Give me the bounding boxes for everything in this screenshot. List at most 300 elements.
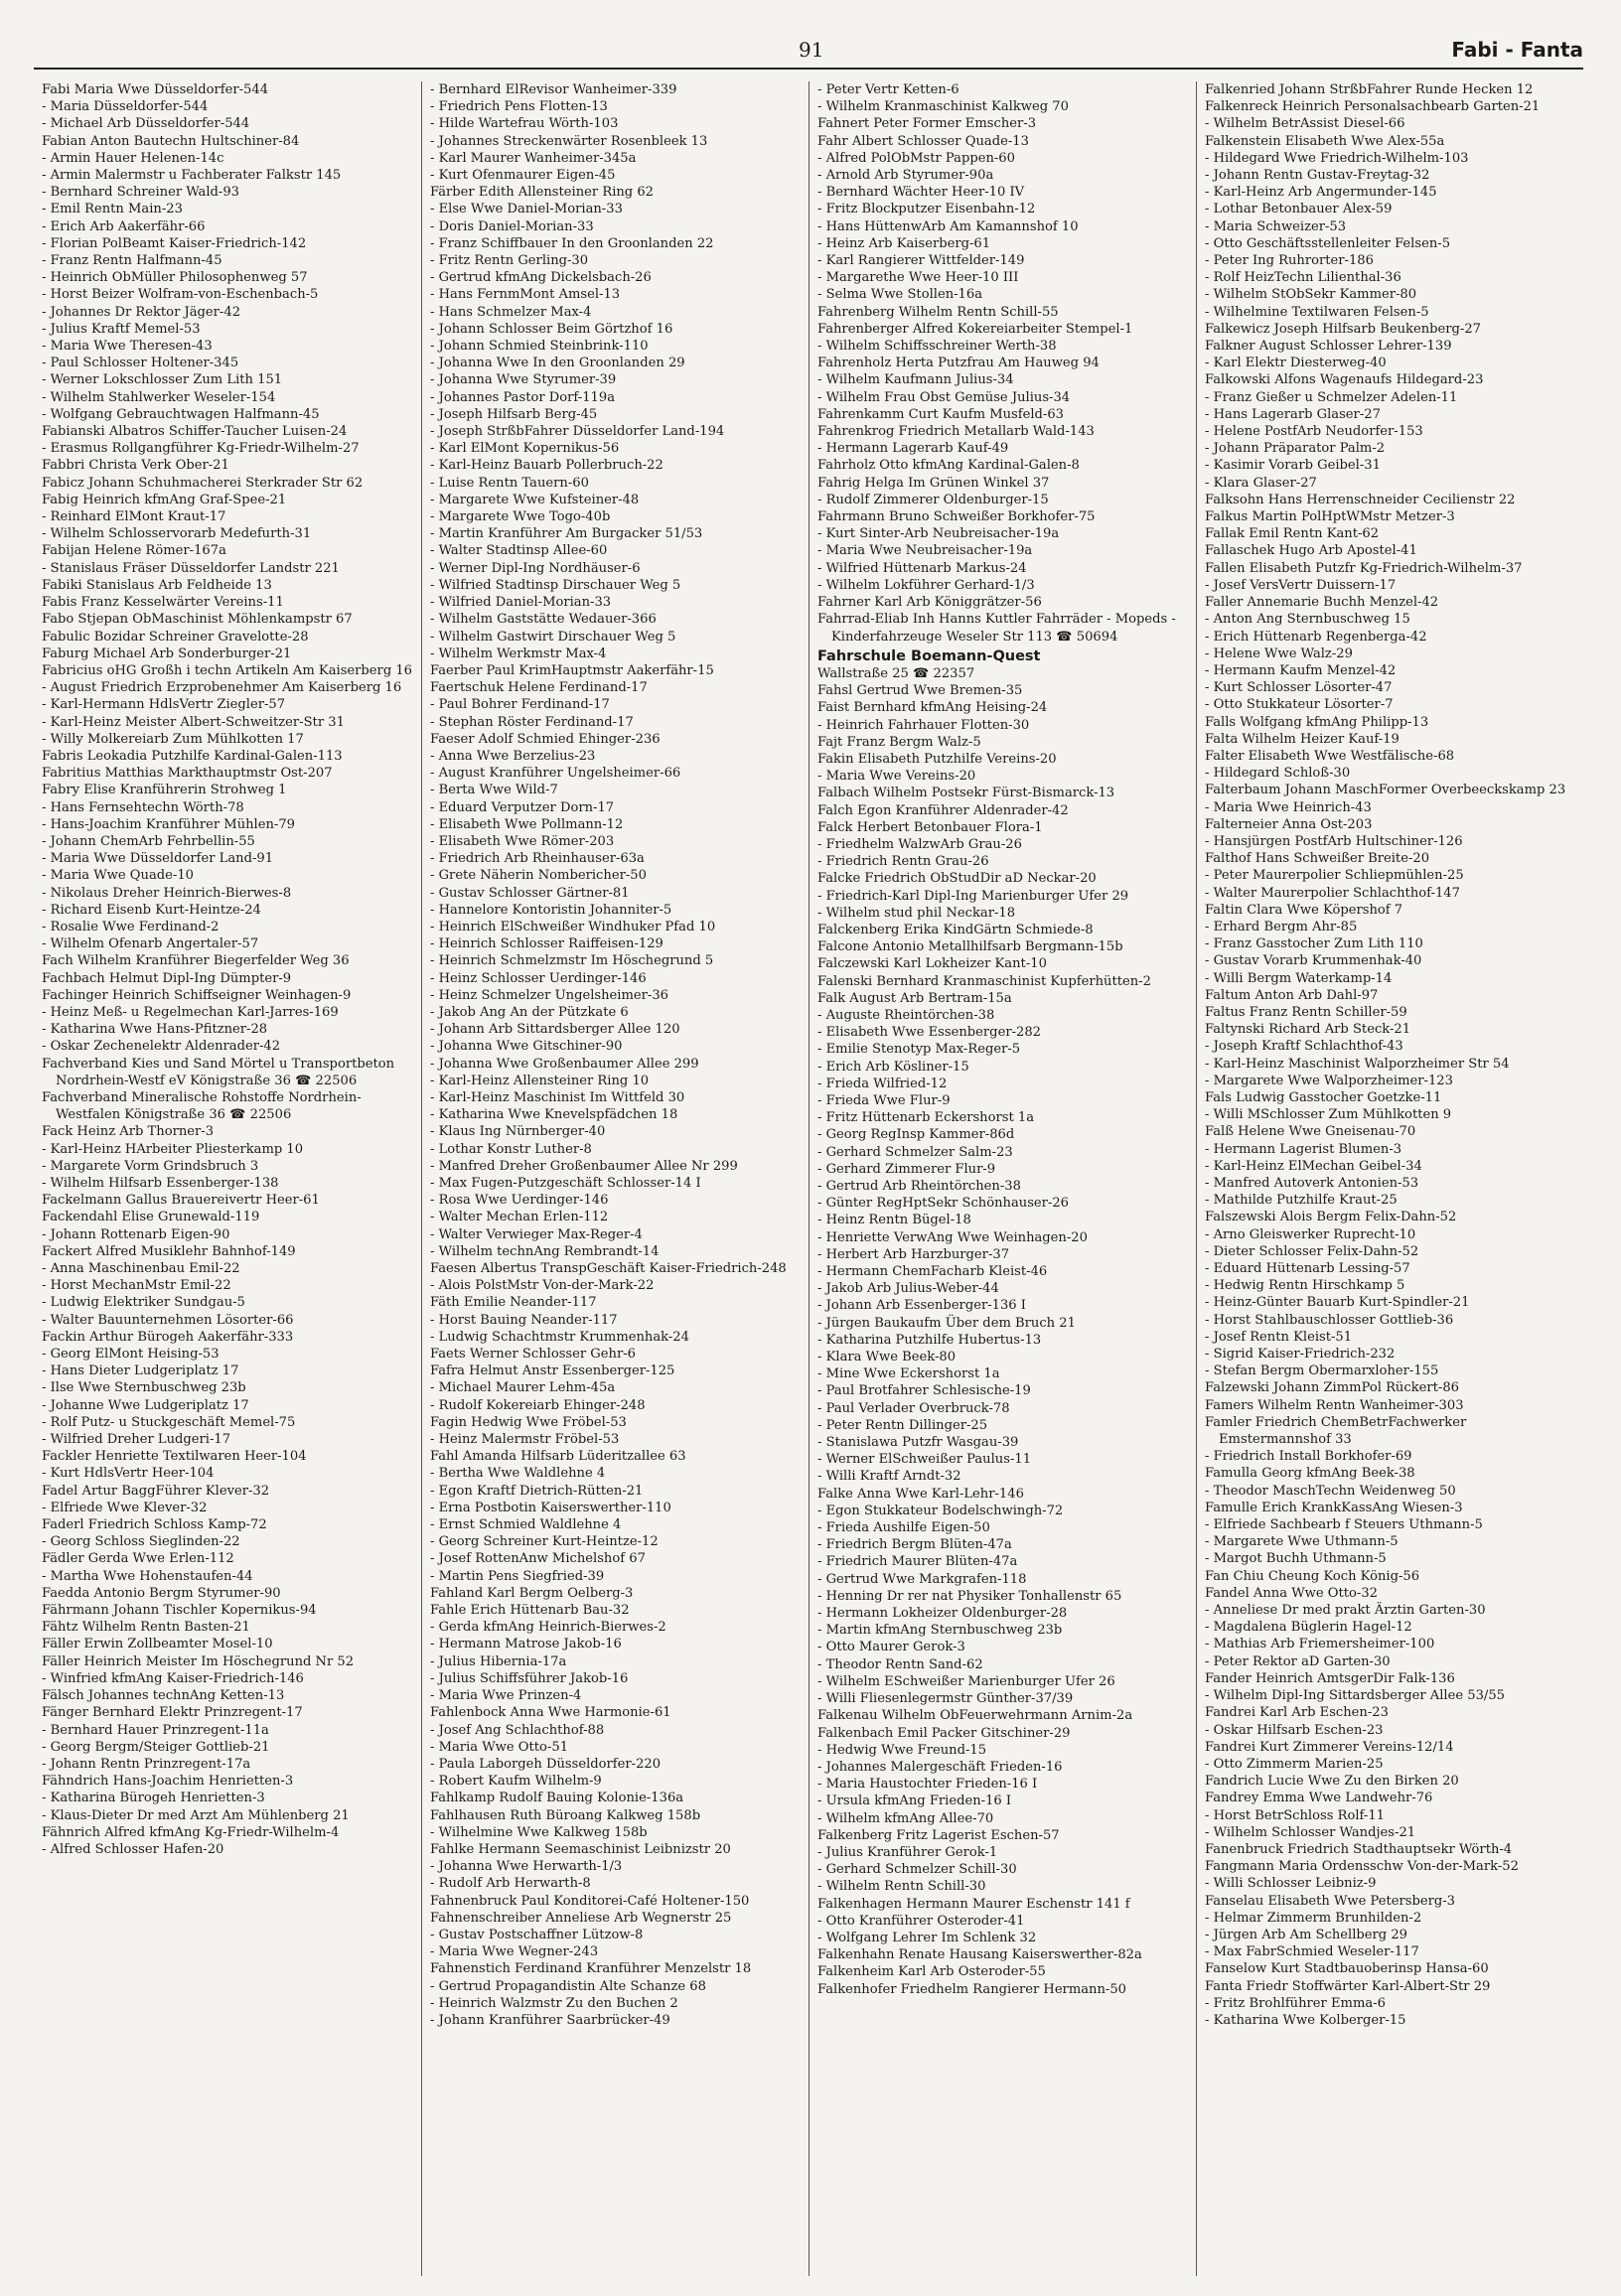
- directory-entry: Faller Annemarie Buchh Menzel-42: [1205, 595, 1439, 611]
- directory-entry: Fabijan Helene Römer-167a: [42, 543, 226, 559]
- directory-entry: - Luise Rentn Tauern-60: [430, 475, 801, 492]
- directory-entry: - Mathilde Putzhilfe Kraut-25: [1205, 1192, 1575, 1209]
- directory-entry: - Otto Stukkateur Lösorter-7: [1205, 696, 1575, 713]
- directory-entry: - Friedrich Pens Flotten-13: [430, 98, 801, 115]
- directory-entry: - Margarethe Wwe Heer-10 III: [817, 269, 1188, 286]
- directory-entry: - Johann Rentn Gustav-Freytag-32: [1205, 167, 1575, 184]
- directory-entry: - Karl Elektr Diesterweg-40: [1205, 355, 1575, 371]
- directory-entry: Fabry Elise Kranführerin Strohweg 1: [42, 783, 287, 798]
- directory-entry: - Julius Schiffsführer Jakob-16: [430, 1670, 801, 1687]
- directory-entry: - Margarete Wwe Walporzheimer-123: [1205, 1073, 1575, 1089]
- directory-entry: - Karl-Heinz Arb Angermunder-145: [1205, 184, 1575, 201]
- directory-entry: - Horst BetrSchloss Rolf-11: [1205, 1807, 1575, 1824]
- directory-entry: Fabianski Albatros Schiffer-Taucher Luisen-24: [42, 424, 348, 440]
- directory-entry: Famler Friedrich ChemBetrFachwerker Emstermannshof 33: [1205, 1414, 1467, 1448]
- directory-entry: - Wilhelmine Textilwaren Felsen-5: [1205, 304, 1575, 321]
- directory-entry: - Heinz Rentn Bügel-18: [817, 1212, 1188, 1228]
- directory-entry: - Alois PolstMstr Von-der-Mark-22: [430, 1277, 801, 1294]
- directory-entry: - Heinrich Schlosser Raiffeisen-129: [430, 935, 801, 952]
- directory-entry: Fälsch Johannes technAng Ketten-13: [42, 1688, 285, 1704]
- directory-entry: Fachinger Heinrich Schiffseigner Weinhagen-9: [42, 987, 352, 1003]
- directory-entry: Fahrenkrog Friedrich Metallarb Wald-143: [817, 424, 1095, 440]
- directory-entry: - Winfried kfmAng Kaiser-Friedrich-146: [42, 1670, 413, 1687]
- directory-entry: Faburg Michael Arb Sonderburger-21: [42, 646, 292, 661]
- directory-entry: Fandel Anna Wwe Otto-32: [1205, 1585, 1379, 1601]
- directory-entry: - Kurt Schlosser Lösorter-47: [1205, 679, 1575, 696]
- directory-entry: Falkenreck Heinrich Personalsachbearb Garten-21: [1205, 99, 1541, 115]
- directory-entry: - Gertrud Propagandistin Alte Schanze 68: [430, 1978, 801, 1995]
- directory-entry: Faets Werner Schlosser Gehr-6: [430, 1347, 636, 1363]
- directory-entry: - Günter RegHptSekr Schönhauser-26: [817, 1195, 1188, 1212]
- directory-entry: - Karl-Heinz Allensteiner Ring 10: [430, 1073, 801, 1089]
- directory-entry: - Ilse Wwe Sternbuschweg 23b: [42, 1379, 413, 1396]
- directory-entry: Falksohn Hans Herrenschneider Cecilienstr 22: [1205, 492, 1516, 507]
- directory-entry: - Stanislawa Putzfr Wasgau-39: [817, 1434, 1188, 1451]
- directory-entry: Fädler Gerda Wwe Erlen-112: [42, 1551, 234, 1567]
- directory-entry: Fajt Franz Bergm Walz-5: [817, 734, 981, 750]
- directory-entry: - Otto Maurer Gerok-3: [817, 1639, 1188, 1655]
- directory-entry: - August Kranführer Ungelsheimer-66: [430, 765, 801, 782]
- directory-entry: - Georg Schreiner Kurt-Heintze-12: [430, 1533, 801, 1550]
- directory-entry: Fangmann Maria Ordensschw Von-der-Mark-52: [1205, 1859, 1519, 1875]
- directory-entry: - Friedrich Bergm Blüten-47a: [817, 1536, 1188, 1553]
- directory-entry: - Anna Wwe Berzelius-23: [430, 748, 801, 765]
- directory-entry: - Heinrich ObMüller Philosophenweg 57: [42, 269, 413, 286]
- directory-entry: - Paul Brotfahrer Schlesische-19: [817, 1382, 1188, 1399]
- directory-entry: - Klara Wwe Beek-80: [817, 1349, 1188, 1365]
- directory-entry: - Wilhelm technAng Rembrandt-14: [430, 1243, 801, 1260]
- directory-entry: - Josef RottenAnw Michelshof 67: [430, 1550, 801, 1567]
- directory-entry: - Friedrich Maurer Blüten-47a: [817, 1553, 1188, 1570]
- directory-entry: Falcone Antonio Metallhilfsarb Bergmann-15b: [817, 939, 1123, 955]
- directory-entry: - Magdalena Büglerin Hagel-12: [1205, 1619, 1575, 1636]
- directory-entry: - Friedrich Arb Rheinhauser-63a: [430, 850, 801, 867]
- directory-entry: Falkewicz Joseph Hilfsarb Beukenberg-27: [1205, 321, 1481, 337]
- directory-entry: - Georg Bergm/Steiger Gottlieb-21: [42, 1739, 413, 1756]
- directory-entry: - Hermann Lagerist Blumen-3: [1205, 1141, 1575, 1158]
- directory-entry: - Hans Dieter Ludgeriplatz 17: [42, 1363, 413, 1379]
- directory-entry: Fahrmann Bruno Schweißer Borkhofer-75: [817, 509, 1096, 525]
- directory-entry: Fabian Anton Bautechn Hultschiner-84: [42, 133, 300, 149]
- directory-entry: - Manfred Autoverk Antonien-53: [1205, 1175, 1575, 1192]
- directory-entry: - Wilhelm StObSekr Kammer-80: [1205, 286, 1575, 303]
- directory-entry: - Johann Arb Sittardsberger Allee 120: [430, 1021, 801, 1038]
- directory-entry: Fabis Franz Kesselwärter Vereins-11: [42, 595, 284, 611]
- directory-entry: - Heinz Meß- u Regelmechan Karl-Jarres-169: [42, 1004, 413, 1021]
- directory-entry: - Bernhard Schreiner Wald-93: [42, 184, 413, 201]
- directory-entry: - Erna Postbotin Kaiserswerther-110: [430, 1500, 801, 1516]
- directory-entry: Fallen Elisabeth Putzfr Kg-Friedrich-Wilhelm-37: [1205, 560, 1523, 576]
- directory-entry: - Hedwig Wwe Freund-15: [817, 1742, 1188, 1759]
- directory-entry: Fabulic Bozidar Schreiner Gravelotte-28: [42, 629, 309, 645]
- directory-entry: - Maria Düsseldorfer-544: [42, 98, 413, 115]
- advertisement-heading: Fahrschule Boemann-Quest: [817, 647, 1041, 664]
- directory-entry: Fabiki Stanislaus Arb Feldheide 13: [42, 577, 272, 593]
- directory-entry: - Egon Stukkateur Bodelschwingh-72: [817, 1503, 1188, 1519]
- directory-entry: Faedda Antonio Bergm Styrumer-90: [42, 1585, 281, 1601]
- directory-entry: Falckenberg Erika KindGärtn Schmiede-8: [817, 922, 1094, 937]
- directory-entry: - Hildegard Wwe Friedrich-Wilhelm-103: [1205, 150, 1575, 167]
- directory-entry: - Franz Rentn Halfmann-45: [42, 252, 413, 269]
- directory-entry: Falterneier Anna Ost-203: [1205, 816, 1373, 832]
- directory-entry: - Erasmus Rollgangführer Kg-Friedr-Wilhelm-27: [42, 440, 413, 457]
- directory-entry: Falenski Bernhard Kranmaschinist Kupferhütten-2: [817, 973, 1151, 989]
- directory-entry: - Wilhelm Schiffsschreiner Werth-38: [817, 338, 1188, 355]
- directory-entry: - Franz Gasstocher Zum Lith 110: [1205, 935, 1575, 952]
- directory-entry: Falkenbach Emil Packer Gitschiner-29: [817, 1725, 1071, 1741]
- directory-entry: - Peter Rentn Dillinger-25: [817, 1417, 1188, 1434]
- directory-entry: - Werner Lokschlosser Zum Lith 151: [42, 371, 413, 388]
- directory-entry: - Maria Wwe Wegner-243: [430, 1943, 801, 1960]
- directory-entry: - Elisabeth Wwe Römer-203: [430, 833, 801, 850]
- directory-entry: - Otto Geschäftsstellenleiter Felsen-5: [1205, 235, 1575, 252]
- directory-entry: - Anna Maschinenbau Emil-22: [42, 1260, 413, 1277]
- directory-entry: Fährmann Johann Tischler Kopernikus-94: [42, 1603, 317, 1619]
- directory-entry: - Lothar Betonbauer Alex-59: [1205, 201, 1575, 217]
- directory-entry: - Willi MSchlosser Zum Mühlkotten 9: [1205, 1106, 1575, 1123]
- directory-entry: Fabicz Johann Schuhmacherei Sterkrader Str 62: [42, 475, 364, 491]
- directory-entry: - Maria Schweizer-53: [1205, 218, 1575, 235]
- directory-entry: Falterbaum Johann MaschFormer Overbeeckskamp 23: [1205, 783, 1566, 798]
- directory-entry: - Walter Maurerpolier Schlachthof-147: [1205, 885, 1575, 902]
- directory-entry: Fachverband Mineralische Rohstoffe Nordrhein-Westfalen Königstraße 36 ☎ 22506: [42, 1089, 362, 1123]
- directory-entry: - Karl-Heinz ElMechan Geibel-34: [1205, 1158, 1575, 1175]
- directory-entry: - Friedrich Rentn Grau-26: [817, 853, 1188, 870]
- directory-entry: Fahsl Gertrud Wwe Bremen-35: [817, 683, 1023, 699]
- directory-entry: - Reinhard ElMont Kraut-17: [42, 508, 413, 525]
- directory-entry: - Rolf HeizTechn Lilienthal-36: [1205, 269, 1575, 286]
- directory-entry: Fanselow Kurt Stadtbauoberinsp Hansa-60: [1205, 1961, 1489, 1977]
- directory-entry: - Jürgen Baukaufm Über dem Bruch 21: [817, 1315, 1188, 1332]
- directory-entry: Fähtz Wilhelm Rentn Basten-21: [42, 1620, 250, 1636]
- directory-entry: - Willi Kraftf Arndt-32: [817, 1468, 1188, 1485]
- directory-entry: Fandrei Kurt Zimmerer Vereins-12/14: [1205, 1739, 1454, 1755]
- directory-entry: Fanenbruck Friedrich Stadthauptsekr Wörth-4: [1205, 1841, 1513, 1857]
- directory-entry: - Katharina Wwe Hans-Pfitzner-28: [42, 1021, 413, 1038]
- directory-entry: - Johannes Malergeschäft Frieden-16: [817, 1759, 1188, 1776]
- directory-entry: - Karl-Heinz HArbeiter Pliesterkamp 10: [42, 1141, 413, 1158]
- directory-entry: - Paula Laborgeh Düsseldorfer-220: [430, 1756, 801, 1773]
- directory-entry: - Franz Gießer u Schmelzer Adelen-11: [1205, 389, 1575, 406]
- directory-entry: - Henriette VerwAng Wwe Weinhagen-20: [817, 1229, 1188, 1246]
- directory-entry: Faltum Anton Arb Dahl-97: [1205, 987, 1379, 1003]
- directory-entry: - Wilhelm Gaststätte Wedauer-366: [430, 611, 801, 628]
- directory-entry: Fackler Henriette Textilwaren Heer-104: [42, 1449, 307, 1465]
- directory-entry: - Johanna Wwe In den Groonlanden 29: [430, 355, 801, 371]
- directory-entry: - Wilhelm Hilfsarb Essenberger-138: [42, 1175, 413, 1192]
- directory-entry: - Hermann ChemFacharb Kleist-46: [817, 1263, 1188, 1280]
- directory-entry: - Frieda Wwe Flur-9: [817, 1092, 1188, 1109]
- directory-entry: - Wilhelm stud phil Neckar-18: [817, 905, 1188, 922]
- directory-entry: - Walter Mechan Erlen-112: [430, 1209, 801, 1225]
- directory-entry: Fabritius Matthias Markthauptmstr Ost-207: [42, 766, 333, 782]
- directory-entry: - Wilhelm BetrAssist Diesel-66: [1205, 115, 1575, 132]
- directory-entry: - Hans HüttenwArb Am Kamannshof 10: [817, 218, 1188, 235]
- directory-entry: - Lothar Konstr Luther-8: [430, 1141, 801, 1158]
- directory-entry: - Theodor MaschTechn Weidenweg 50: [1205, 1483, 1575, 1500]
- directory-entry: - Wilhelm Kranmaschinist Kalkweg 70: [817, 98, 1188, 115]
- directory-entry: - Wilhelm Gastwirt Dirschauer Weg 5: [430, 629, 801, 646]
- directory-entry: - Horst Bauing Neander-117: [430, 1312, 801, 1329]
- directory-entry: - Margarete Vorm Grindsbruch 3: [42, 1158, 413, 1175]
- directory-entry: - Friedhelm WalzwArb Grau-26: [817, 836, 1188, 853]
- directory-entry: - Maria Wwe Theresen-43: [42, 338, 413, 355]
- directory-entry: - Martin Pens Siegfried-39: [430, 1568, 801, 1585]
- directory-entry: Fallak Emil Rentn Kant-62: [1205, 526, 1380, 542]
- directory-entry: - Ludwig Elektriker Sundgau-5: [42, 1294, 413, 1311]
- directory-entry: - Michael Maurer Lehm-45a: [430, 1379, 801, 1396]
- directory-entry: - Joseph StrßbFahrer Düsseldorfer Land-194: [430, 423, 801, 440]
- directory-entry: - Michael Arb Düsseldorfer-544: [42, 115, 413, 132]
- directory-entry: - Hermann Matrose Jakob-16: [430, 1636, 801, 1652]
- directory-entry: - Bernhard Hauer Prinzregent-11a: [42, 1722, 413, 1739]
- directory-entry: - Katharina Bürogeh Henrietten-3: [42, 1790, 413, 1806]
- page-number: 91: [799, 38, 824, 62]
- directory-entry: Falkowski Alfons Wagenaufs Hildegard-23: [1205, 372, 1484, 388]
- directory-entry: Fahlkamp Rudolf Bauing Kolonie-136a: [430, 1791, 684, 1806]
- directory-entry: - Josef Rentn Kleist-51: [1205, 1329, 1575, 1346]
- directory-entry: - Robert Kaufm Wilhelm-9: [430, 1773, 801, 1790]
- directory-entry: - Wilfried Hüttenarb Markus-24: [817, 560, 1188, 577]
- directory-entry: - Johannes Dr Rektor Jäger-42: [42, 304, 413, 321]
- directory-entry: - Hannelore Kontoristin Johanniter-5: [430, 902, 801, 919]
- directory-entry: - Johann Arb Essenberger-136 I: [817, 1297, 1188, 1314]
- directory-entry: - Joseph Kraftf Schlachthof-43: [1205, 1038, 1575, 1055]
- directory-entry: - Johann Schlosser Beim Görtzhof 16: [430, 321, 801, 338]
- directory-entry: Fabo Stjepan ObMaschinist Möhlenkampstr 67: [42, 612, 353, 628]
- directory-entry: - Erich Arb Aakerfähr-66: [42, 218, 413, 235]
- directory-entry: - Wilfried Stadtinsp Dirschauer Weg 5: [430, 577, 801, 594]
- directory-entry: - Florian PolBeamt Kaiser-Friedrich-142: [42, 235, 413, 252]
- directory-entry: - Gustav Postschaffner Lützow-8: [430, 1927, 801, 1943]
- directory-entry: - Elisabeth Wwe Essenberger-282: [817, 1024, 1188, 1041]
- directory-entry: Faltynski Richard Arb Steck-21: [1205, 1022, 1411, 1038]
- directory-entry: - Erich Hüttenarb Regenberga-42: [1205, 629, 1575, 646]
- directory-entry: - Auguste Rheintörchen-38: [817, 1007, 1188, 1024]
- directory-entry: Falk August Arb Bertram-15a: [817, 990, 1012, 1006]
- directory-entry: Fahland Karl Bergm Oelberg-3: [430, 1585, 634, 1601]
- directory-entry: - Sigrid Kaiser-Friedrich-232: [1205, 1346, 1575, 1363]
- directory-entry: Fabricius oHG Großh i techn Artikeln Am Kaiserberg 16: [42, 662, 413, 678]
- directory-entry: - Hans-Joachim Kranführer Mühlen-79: [42, 816, 413, 833]
- directory-entry: Fahle Erich Hüttenarb Bau-32: [430, 1603, 630, 1619]
- directory-entry: Faesen Albertus TranspGeschäft Kaiser-Friedrich-248: [430, 1261, 787, 1277]
- directory-columns: [34, 81, 1583, 2276]
- directory-entry: Fander Heinrich AmtsgerDir Falk-136: [1205, 1670, 1455, 1686]
- directory-entry: Falszewski Alois Bergm Felix-Dahn-52: [1205, 1210, 1457, 1225]
- directory-entry: - Emilie Stenotyp Max-Reger-5: [817, 1041, 1188, 1058]
- directory-entry: - Wilhelm Schlosser Wandjes-21: [1205, 1824, 1575, 1841]
- directory-entry: Famers Wilhelm Rentn Wanheimer-303: [1205, 1397, 1464, 1413]
- directory-entry: Famulla Georg kfmAng Beek-38: [1205, 1466, 1415, 1482]
- directory-entry: Fahlke Hermann Seemaschinist Leibnizstr 20: [430, 1841, 731, 1857]
- directory-entry: Fabbri Christa Verk Ober-21: [42, 458, 229, 474]
- directory-entry: Fahlhausen Ruth Büroang Kalkweg 158b: [430, 1807, 701, 1823]
- directory-entry: - Klaus-Dieter Dr med Arzt Am Mühlenberg 21: [42, 1807, 413, 1824]
- directory-entry: - Heinz Schlosser Uerdinger-146: [430, 970, 801, 987]
- directory-entry: - Margarete Wwe Togo-40b: [430, 508, 801, 525]
- directory-entry: - Wilhelm Dipl-Ing Sittardsberger Allee 53/55: [1205, 1687, 1575, 1704]
- directory-entry: - Karl-Hermann HdlsVertr Ziegler-57: [42, 696, 413, 713]
- directory-entry: - Karl ElMont Kopernikus-56: [430, 440, 801, 457]
- directory-entry: - Willi Schlosser Leibniz-9: [1205, 1875, 1575, 1892]
- directory-entry: Famulle Erich KrankKassAng Wiesen-3: [1205, 1500, 1463, 1515]
- directory-entry: Fahrenkamm Curt Kaufm Musfeld-63: [817, 406, 1065, 422]
- directory-entry: - Rudolf Arb Herwarth-8: [430, 1875, 801, 1892]
- directory-entry: Fanselau Elisabeth Wwe Petersberg-3: [1205, 1893, 1456, 1909]
- directory-entry: - Jürgen Arb Am Schellberg 29: [1205, 1927, 1575, 1943]
- running-head: Fabi - Fanta: [1451, 38, 1583, 62]
- directory-entry: - Gerda kfmAng Heinrich-Bierwes-2: [430, 1619, 801, 1636]
- directory-entry: Fadel Artur BaggFührer Klever-32: [42, 1483, 270, 1499]
- directory-entry: Faerber Paul KrimHauptmstr Aakerfähr-15: [430, 662, 714, 678]
- directory-entry: Falkenau Wilhelm ObFeuerwehrmann Arnim-2a: [817, 1708, 1133, 1724]
- directory-entry: Faltus Franz Rentn Schiller-59: [1205, 1004, 1407, 1020]
- directory-entry: - Heinz-Günter Bauarb Kurt-Spindler-21: [1205, 1294, 1575, 1311]
- directory-entry: - Wilhelm Frau Obst Gemüse Julius-34: [817, 389, 1188, 406]
- directory-entry: - Horst MechanMstr Emil-22: [42, 1277, 413, 1294]
- directory-entry: Fabig Heinrich kfmAng Graf-Spee-21: [42, 492, 287, 507]
- directory-entry: Fahlenbock Anna Wwe Harmonie-61: [430, 1705, 671, 1721]
- directory-entry: - Selma Wwe Stollen-16a: [817, 286, 1188, 303]
- directory-entry: Fakin Elisabeth Putzhilfe Vereins-20: [817, 751, 1057, 767]
- directory-entry: - Johanna Wwe Großenbaumer Allee 299: [430, 1056, 801, 1073]
- directory-entry: - Werner Dipl-Ing Nordhäuser-6: [430, 560, 801, 577]
- directory-entry: - Karl-Heinz Maschinist Walporzheimer Str 54: [1205, 1056, 1575, 1073]
- directory-entry: - Friedrich-Karl Dipl-Ing Marienburger Ufer 29: [817, 888, 1188, 905]
- directory-entry: - Walter Verwieger Max-Reger-4: [430, 1226, 801, 1243]
- directory-entry: Fäth Emilie Neander-117: [430, 1295, 597, 1311]
- directory-entry: Wallstraße 25 ☎ 22357: [817, 665, 975, 681]
- directory-entry: - Horst Stahlbauschlosser Gottlieb-36: [1205, 1312, 1575, 1329]
- directory-entry: Falkenberg Fritz Lagerist Eschen-57: [817, 1827, 1060, 1843]
- directory-entry: - Heinz Arb Kaiserberg-61: [817, 235, 1188, 252]
- directory-entry: Fahrenberger Alfred Kokereiarbeiter Stempel-1: [817, 321, 1133, 337]
- directory-entry: - Hermann Lokheizer Oldenburger-28: [817, 1605, 1188, 1622]
- directory-entry: - Hermann Kaufm Menzel-42: [1205, 662, 1575, 679]
- directory-entry: - Heinrich ElSchweißer Windhuker Pfad 10: [430, 919, 801, 935]
- directory-entry: - Karl Rangierer Wittfelder-149: [817, 252, 1188, 269]
- directory-entry: - Erhard Bergm Ahr-85: [1205, 919, 1575, 935]
- directory-entry: - Rudolf Kokereiarb Ehinger-248: [430, 1397, 801, 1414]
- directory-entry: Fack Heinz Arb Thorner-3: [42, 1124, 215, 1140]
- directory-entry: - Wilfried Dreher Ludgeri-17: [42, 1431, 413, 1448]
- directory-entry: Fahrner Karl Arb Königgrätzer-56: [817, 595, 1042, 611]
- directory-entry: Fachbach Helmut Dipl-Ing Dümpter-9: [42, 970, 292, 986]
- directory-entry: Falzewski Johann ZimmPol Rückert-86: [1205, 1380, 1459, 1396]
- directory-entry: - Eduard Hüttenarb Lessing-57: [1205, 1260, 1575, 1277]
- directory-entry: - Theodor Rentn Sand-62: [817, 1656, 1188, 1673]
- directory-entry: - Josef VersVertr Duissern-17: [1205, 577, 1575, 594]
- column-2: [421, 81, 809, 2276]
- directory-entry: - Wilhelmine Wwe Kalkweg 158b: [430, 1824, 801, 1841]
- directory-entry: - Armin Malermstr u Fachberater Falkstr 145: [42, 167, 413, 184]
- directory-entry: Falthof Hans Schweißer Breite-20: [1205, 851, 1430, 867]
- directory-entry: - Rolf Putz- u Stuckgeschäft Memel-75: [42, 1414, 413, 1431]
- directory-entry: Fals Ludwig Gasstocher Goetzke-11: [1205, 1089, 1442, 1105]
- directory-entry: - Johann Rentn Prinzregent-17a: [42, 1756, 413, 1773]
- directory-entry: - Bernhard ElRevisor Wanheimer-339: [430, 81, 801, 98]
- directory-entry: - Wilfried Daniel-Morian-33: [430, 594, 801, 611]
- directory-entry: Faltin Clara Wwe Köpershof 7: [1205, 902, 1403, 918]
- directory-entry: Falkner August Schlosser Lehrer-139: [1205, 339, 1452, 355]
- directory-entry: - Elfriede Sachbearb f Steuers Uthmann-5: [1205, 1516, 1575, 1533]
- directory-entry: - Nikolaus Dreher Heinrich-Bierwes-8: [42, 885, 413, 902]
- directory-entry: - Kurt Ofenmaurer Eigen-45: [430, 167, 801, 184]
- page-header: [34, 38, 1583, 66]
- directory-entry: - Johanna Wwe Herwarth-1/3: [430, 1858, 801, 1875]
- directory-entry: Fackin Arthur Bürogeh Aakerfähr-333: [42, 1329, 294, 1345]
- directory-entry: - Willy Molkereiarb Zum Mühlkotten 17: [42, 731, 413, 748]
- directory-entry: Fähndrich Hans-Joachim Henrietten-3: [42, 1774, 294, 1790]
- directory-entry: - Jakob Ang An der Pützkate 6: [430, 1004, 801, 1021]
- directory-entry: - Doris Daniel-Morian-33: [430, 218, 801, 235]
- directory-entry: - Stefan Bergm Obermarxloher-155: [1205, 1363, 1575, 1379]
- directory-entry: Falkenhahn Renate Hausang Kaiserswerther-82a: [817, 1947, 1142, 1963]
- directory-entry: - Katharina Putzhilfe Hubertus-13: [817, 1332, 1188, 1349]
- directory-entry: - Ludwig Schachtmstr Krummenhak-24: [430, 1329, 801, 1346]
- directory-entry: - Arno Gleiswerker Ruprecht-10: [1205, 1226, 1575, 1243]
- directory-entry: Fahrrad-Eliab Inh Hanns Kuttler Fahrräder - Mopeds - Kinderfahrzeuge Weseler Str 113 ☎ 50694: [817, 612, 1176, 645]
- directory-entry: - Henning Dr rer nat Physiker Tonhallenstr 65: [817, 1588, 1188, 1605]
- directory-entry: Fäller Heinrich Meister Im Höschegrund Nr 52: [42, 1653, 355, 1669]
- directory-entry: - Julius Hibernia-17a: [430, 1653, 801, 1670]
- directory-entry: Fahr Albert Schlosser Quade-13: [817, 133, 1029, 149]
- directory-entry: - Julius Kraftf Memel-53: [42, 321, 413, 338]
- directory-entry: - August Friedrich Erzprobenehmer Am Kaiserberg 16: [42, 679, 413, 696]
- directory-entry: Falter Elisabeth Wwe Westfälische-68: [1205, 748, 1455, 764]
- directory-entry: - Franz Schiffbauer In den Groonlanden 22: [430, 235, 801, 252]
- directory-entry: Fackelmann Gallus Brauereivertr Heer-61: [42, 1193, 320, 1209]
- directory-entry: - Bertha Wwe Waldlehne 4: [430, 1465, 801, 1482]
- directory-entry: Fahl Amanda Hilfsarb Lüderitzallee 63: [430, 1449, 686, 1465]
- directory-entry: - Heinrich Fahrhauer Flotten-30: [817, 717, 1188, 734]
- directory-entry: Fach Wilhelm Kranführer Biegerfelder Weg 36: [42, 953, 350, 969]
- directory-entry: - Hermann Lagerarb Kauf-49: [817, 440, 1188, 457]
- directory-entry: - Hans Fernsehtechn Wörth-78: [42, 799, 413, 816]
- directory-entry: - Dieter Schlosser Felix-Dahn-52: [1205, 1243, 1575, 1260]
- directory-entry: - Berta Wwe Wild-7: [430, 782, 801, 798]
- directory-entry: - Gerhard Schmelzer Schill-30: [817, 1861, 1188, 1878]
- directory-entry: Falbach Wilhelm Postsekr Fürst-Bismarck-13: [817, 786, 1115, 801]
- directory-entry: - Klaus Ing Nürnberger-40: [430, 1123, 801, 1140]
- directory-entry: Fahrholz Otto kfmAng Kardinal-Galen-8: [817, 458, 1080, 474]
- directory-entry: - Peter Rektor aD Garten-30: [1205, 1653, 1575, 1670]
- directory-entry: Färber Edith Allensteiner Ring 62: [430, 185, 655, 201]
- directory-entry: - Hans Schmelzer Max-4: [430, 304, 801, 321]
- directory-entry: - Hilde Wartefrau Wörth-103: [430, 115, 801, 132]
- directory-entry: - Gustav Schlosser Gärtner-81: [430, 885, 801, 902]
- directory-entry: - Oskar Zechenelektr Aldenrader-42: [42, 1038, 413, 1055]
- directory-entry: - Karl-Heinz Maschinist Im Wittfeld 30: [430, 1089, 801, 1106]
- directory-entry: - Gertrud kfmAng Dickelsbach-26: [430, 269, 801, 286]
- directory-entry: - Max FabrSchmied Weseler-117: [1205, 1943, 1575, 1960]
- directory-entry: Falch Egon Kranführer Aldenrader-42: [817, 802, 1069, 818]
- directory-entry: - Helene PostfArb Neudorfer-153: [1205, 423, 1575, 440]
- directory-entry: - Grete Näherin Nombericher-50: [430, 867, 801, 884]
- directory-entry: - Georg RegInsp Kammer-86d: [817, 1126, 1188, 1143]
- column-1: [34, 81, 421, 2276]
- directory-entry: - Anneliese Dr med prakt Ärztin Garten-30: [1205, 1602, 1575, 1619]
- directory-entry: - Manfred Dreher Großenbaumer Allee Nr 299: [430, 1158, 801, 1175]
- directory-entry: - Maria Wwe Neubreisacher-19a: [817, 542, 1188, 559]
- directory-entry: - Katharina Wwe Knevelspfädchen 18: [430, 1106, 801, 1123]
- directory-entry: - Kasimir Vorarb Geibel-31: [1205, 457, 1575, 474]
- directory-entry: - Fritz Brohlführer Emma-6: [1205, 1995, 1575, 2012]
- directory-entry: - Johann Kranführer Saarbrücker-49: [430, 2012, 801, 2029]
- directory-entry: - Horst Beizer Wolfram-von-Eschenbach-5: [42, 286, 413, 303]
- directory-entry: Falkenried Johann StrßbFahrer Runde Hecken 12: [1205, 82, 1534, 97]
